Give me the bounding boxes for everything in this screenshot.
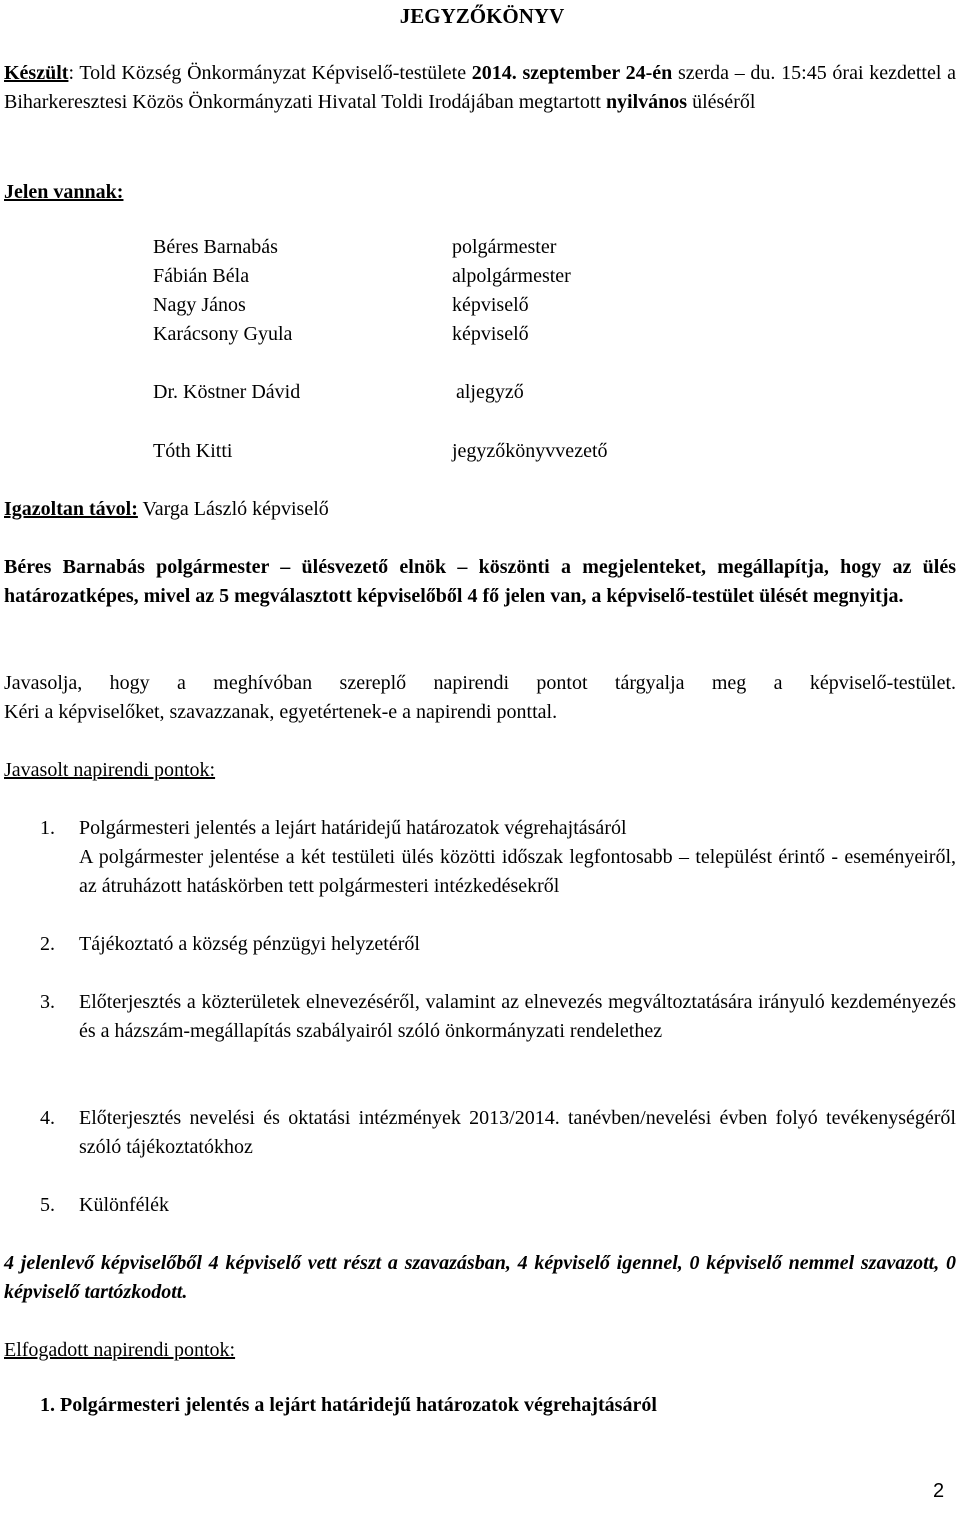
intro-paragraph bbox=[4, 59, 956, 117]
agenda-item-number: 4. bbox=[40, 1107, 55, 1129]
intro-part2: szerda – du. 15:45 órai kezdettel a Biharkeresztesi Közös Önkormányzati Hivatal Toldi Irodájában megtartott bbox=[4, 62, 956, 113]
agenda-item-title: Tájékoztató a község pénzügyi helyzetéről bbox=[79, 933, 420, 955]
member-role: képviselő bbox=[452, 323, 529, 345]
agenda-item-title: Előterjesztés nevelési és oktatási intézmények 2013/2014. tanévben/nevelési évben folyó tevékenységéről szóló tájékoztatókhoz bbox=[79, 1107, 956, 1158]
member-name: Karácsony Gyula bbox=[153, 323, 293, 345]
present-heading: Jelen vannak: bbox=[4, 181, 124, 203]
meeting-date: 2014. szeptember 24-én bbox=[471, 62, 673, 84]
member-role: képviselő bbox=[452, 294, 529, 316]
absent-label: Igazoltan távol: bbox=[4, 498, 138, 520]
accepted-item: 1. Polgármesteri jelentés a lejárt határidejű határozatok végrehajtásáról bbox=[40, 1394, 657, 1416]
member-role: alpolgármester bbox=[452, 265, 571, 287]
opening-paragraph: Béres Barnabás polgármester – ülésvezető elnök – köszönti a megjelenteket, megállapítja, hogy az ülés határozatképes, mivel az 5 megválasztott képviselőből 4 fő jelen van, a képviselő-testület ülését megnyitja. bbox=[4, 556, 956, 607]
member-name: Béres Barnabás bbox=[153, 236, 278, 258]
proposal-paragraph bbox=[4, 669, 956, 727]
intro-sep: : bbox=[68, 62, 80, 84]
member-role: jegyzőkönyvvezető bbox=[452, 440, 608, 462]
document-title: JEGYZŐKÖNYV bbox=[399, 4, 565, 28]
member-name: Dr. Köstner Dávid bbox=[153, 381, 301, 403]
member-role: polgármester bbox=[452, 236, 557, 258]
accepted-heading: Elfogadott napirendi pontok: bbox=[4, 1339, 236, 1361]
member-name: Nagy János bbox=[153, 294, 246, 316]
intro-part1: Told Község Önkormányzat Képviselő-testülete bbox=[79, 62, 472, 84]
vote-result: 4 jelenlevő képviselőből 4 képviselő vett részt a szavazásban, 4 képviselő igennel, 0 képviselő nemmel szavazott, 0 képviselő tartózkodott. bbox=[4, 1252, 956, 1303]
member-role: aljegyző bbox=[456, 381, 524, 403]
agenda-item-number: 3. bbox=[40, 991, 55, 1013]
absent-text: Varga László képviselő bbox=[137, 498, 329, 520]
intro-part3: üléséről bbox=[687, 91, 756, 113]
intro-label: Készült bbox=[4, 62, 69, 84]
agenda-item-title: Polgármesteri jelentés a lejárt határidejű határozatok végrehajtásáról bbox=[79, 817, 627, 839]
agenda-item-number: 5. bbox=[40, 1194, 55, 1216]
proposal-line-2: Kéri a képviselőket, szavazzanak, egyetértenek-e a napirendi ponttal. bbox=[4, 701, 558, 723]
agenda-item-title: Különfélék bbox=[79, 1194, 169, 1216]
member-name: Tóth Kitti bbox=[153, 440, 233, 462]
agenda-item-detail: A polgármester jelentése a két testületi ülés közötti időszak legfontosabb – települést érintő - eseményeiről, az átruházott hatáskörben tett polgármesteri intézkedésekről bbox=[79, 846, 956, 897]
member-row bbox=[153, 233, 753, 262]
member-row bbox=[153, 320, 753, 349]
member-name: Fábián Béla bbox=[153, 265, 250, 287]
public-word: nyilvános bbox=[605, 91, 688, 113]
proposal-line-1: Javasolja, hogy a meghívóban szereplő napirendi pontot tárgyalja meg a képviselő-testület. bbox=[4, 672, 956, 694]
agenda-item-number: 2. bbox=[40, 933, 55, 955]
agenda-item-number: 1. bbox=[40, 817, 55, 839]
member-row bbox=[153, 378, 753, 407]
agenda-item-title: Előterjesztés a közterületek elnevezéséről, valamint az elnevezés megváltoztatására irányuló kezdeményezés és a házszám-megállapítás szabályairól szóló önkormányzati rendelethez bbox=[79, 991, 956, 1042]
document-page bbox=[4, 0, 956, 1513]
member-row bbox=[153, 291, 753, 320]
member-row bbox=[153, 262, 753, 291]
agenda-item-body bbox=[79, 814, 956, 901]
absent-line bbox=[4, 495, 329, 524]
member-row bbox=[153, 437, 753, 466]
agenda-heading: Javasolt napirendi pontok: bbox=[4, 759, 216, 781]
page-number: 2 bbox=[933, 1480, 945, 1502]
